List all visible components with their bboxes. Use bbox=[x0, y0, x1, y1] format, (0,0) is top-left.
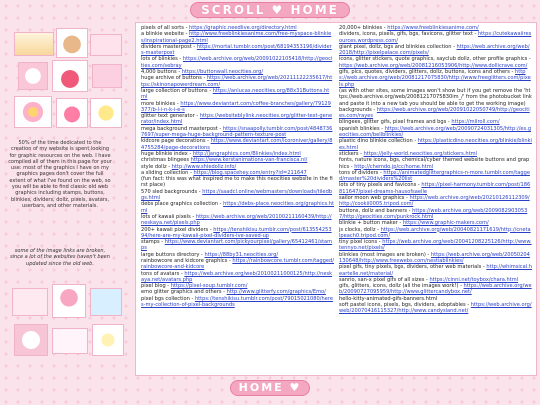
resource-link[interactable]: https://mortal.tumblr.com/post/68194353196/dividers-masterpost bbox=[141, 43, 332, 57]
candy-sticker-image bbox=[90, 288, 122, 316]
resource-label: emo glitter graphics and others - bbox=[141, 289, 227, 296]
resource-link[interactable]: https://saadcl.online/webmasters/downloads/tiledbgs.html bbox=[141, 188, 333, 202]
resource-link[interactable]: https://pixel-harmony.tumblr.com/post/186811647/pixel-dreams-hausofsaelle bbox=[339, 182, 531, 195]
resource-link[interactable]: https://rainbowcore.tumblr.com/tagged/rainbowcore-and-kidcore bbox=[141, 257, 334, 271]
resource-link[interactable]: https://jelly-world.neocities.org/stickers.html bbox=[363, 150, 477, 157]
kitty-sticker-image bbox=[14, 324, 48, 356]
resource-entry bbox=[141, 75, 334, 88]
home-link[interactable]: HOME ♥ bbox=[230, 380, 311, 396]
resource-label: christmas blingees bbox=[141, 157, 191, 164]
resource-label: spanish blinkies - bbox=[339, 125, 385, 132]
resource-label: lots of blinkies - bbox=[141, 56, 183, 63]
resource-link[interactable]: http://www.freeblinkiesanime.com/free-myspace-blinkies/inspirational-page2.html bbox=[141, 31, 332, 44]
cupcake-sticker-image bbox=[52, 284, 86, 318]
resource-link[interactable]: https://milroll.com/ bbox=[451, 119, 500, 126]
resource-link[interactable]: https://web.archive.org/web/20100211160439/http://neskaya.net/pixels.php bbox=[141, 213, 332, 227]
resource-link[interactable]: https://web.archive.org/web/20211122235617/https://skinonapowerdream.com/ bbox=[141, 75, 333, 88]
resource-label: 20,000+ blinkies - bbox=[339, 25, 388, 31]
dedication-text: 50% of the time dedicated to the creation of my website is spent looking for graphic resources on the web. I have compiled all of them in this page for your use: most of the graphics I have on my graphics pages don't cover the full extent of what I've found on the web, so you will be able to find classic old web graphics including stamps, buttons, blinkies, dividers, dollz, pixels, avatars, userbars, and other materials. bbox=[8, 140, 112, 209]
resource-label: rainbowcore and kidcore graphics - bbox=[141, 257, 233, 264]
resource-label: gifs, pics, quotes, dividers, glitters, dollz, buttons, icons and others - bbox=[339, 69, 516, 76]
resource-entry bbox=[141, 101, 334, 114]
resource-entry bbox=[141, 201, 334, 214]
banner-title[interactable]: SCROLL ♥ HOME bbox=[190, 2, 350, 18]
resource-entry bbox=[141, 88, 334, 101]
resource-link[interactable]: http://www.glitterfy.com/graphics/Emo/ bbox=[226, 289, 326, 296]
star-sticker-image bbox=[90, 98, 122, 128]
resource-label: plastic dino blinkie collection - bbox=[339, 138, 418, 145]
resource-link[interactable]: https://web.archive.org/web/20090829030537/http://geocities.com/punkrock.html bbox=[339, 207, 528, 220]
left-link-column bbox=[141, 25, 334, 308]
sidebar bbox=[0, 22, 133, 374]
resource-entry bbox=[141, 176, 334, 189]
resource-label: buttons, dollz and banners - bbox=[339, 207, 413, 214]
resource-label: large collection of buttons - bbox=[141, 87, 213, 94]
resource-entry bbox=[339, 283, 532, 296]
resource-entry bbox=[339, 252, 532, 265]
resource-entry bbox=[141, 31, 334, 44]
resource-label: tons of avatars - bbox=[141, 270, 185, 277]
resource-label: large buttons directory - bbox=[141, 251, 205, 258]
resource-label: fonts, nature icons, bgs, chemical/cyber themed website buttons and graphics - bbox=[339, 157, 530, 170]
resource-link[interactable]: https://animatedglittergraphics-n-more.tumblr.com/tagged/master%20dividers%20list bbox=[339, 169, 530, 183]
resource-entry bbox=[339, 88, 532, 107]
resource-label: js clocks, dollz - bbox=[339, 226, 381, 233]
resource-label: soft pastel icons, pixels, bgs, dividers, adoptables - bbox=[339, 302, 471, 309]
resource-link[interactable]: https://www.deviantart.com/coffee-branches/gallery/79129377/b-l-i-n-k-i-e-s bbox=[141, 100, 331, 113]
resource-link[interactable]: https://blog.spacehey.com/entry?id=211647 bbox=[193, 169, 307, 176]
resource-link[interactable]: https://tenshikisu.tumblr.com/post/79015021080/heres-my-collection-of-pixel-backgrounds bbox=[141, 295, 333, 309]
cake-sticker-image bbox=[14, 32, 54, 56]
resource-link[interactable]: https://pixel-soup.tumblr.com/ bbox=[170, 283, 248, 290]
resource-label: dividers masterpost - bbox=[141, 43, 197, 50]
resource-link[interactable]: https://web.archive.org/web/20091022050749/http://geocities.com/rayes bbox=[339, 106, 530, 120]
resource-label: huge archive of buttons - bbox=[141, 75, 207, 82]
resource-entry bbox=[141, 189, 334, 202]
resource-link[interactable]: https://web.archive.org/web/20040821171619/http://cnetalpeach0.tripod.com/ bbox=[339, 226, 531, 239]
resource-label: lots of kawaii pixels - bbox=[141, 213, 196, 220]
mini-frame-image bbox=[52, 328, 88, 354]
resource-entry bbox=[141, 138, 334, 151]
resource-label: huge blinkie index - bbox=[141, 150, 193, 157]
resource-entry bbox=[339, 170, 532, 183]
flower-sticker-image bbox=[14, 96, 52, 128]
resource-link[interactable]: https://debs-place.neocities.org/graphics.html bbox=[141, 201, 335, 214]
resource-entry bbox=[141, 296, 334, 309]
resource-label: gifs, glitters, icons, dollz (all the images work!) - bbox=[339, 283, 464, 290]
resource-link[interactable]: http://whimsical.heartelle.net/material/ bbox=[339, 264, 532, 277]
resource-entry bbox=[141, 227, 334, 240]
heart-sticker-image bbox=[56, 98, 88, 128]
resource-label: tons of dividers - bbox=[339, 169, 384, 176]
resource-label: 4,000 buttons - bbox=[141, 69, 182, 76]
resource-label: giant pixel, dollz, bgs and blinkies collection - bbox=[339, 43, 457, 50]
resource-entry bbox=[339, 264, 532, 277]
resource-link[interactable]: http://www.shiedollz.info/ bbox=[171, 163, 237, 170]
resource-label: stamps - bbox=[141, 239, 165, 246]
resource-entry bbox=[339, 69, 532, 88]
resource-label: style dollz - bbox=[141, 163, 172, 170]
resource-entry bbox=[141, 126, 334, 139]
resource-entry bbox=[339, 182, 532, 195]
resource-link[interactable]: https://www.graphic-makers.com/ bbox=[402, 220, 489, 227]
footer bbox=[0, 378, 540, 398]
bunny-sticker-image bbox=[18, 62, 48, 90]
resource-entry bbox=[141, 271, 334, 284]
resource-label: stickers - bbox=[339, 150, 364, 157]
resource-entry bbox=[339, 208, 532, 221]
resource-link[interactable]: http://jangraphics.com/Blinkies/index.html bbox=[192, 150, 301, 157]
resource-entry bbox=[141, 56, 334, 69]
resource-link[interactable]: https://web.archive.org/web/20070416115327/http://www.candysland.net/ bbox=[339, 302, 532, 315]
resource-link[interactable]: https://tenshikisu.tumblr.com/post/61355425394/here-are-my-kawaii-pixel-dividers-ive-saved-up bbox=[141, 226, 332, 239]
resource-link[interactable]: https://web.archive.org/web/20210126112309/http://cookii0005.tripod.com/ bbox=[339, 195, 530, 208]
resource-entry bbox=[141, 113, 334, 126]
resource-entry bbox=[339, 195, 532, 208]
resource-entry bbox=[141, 44, 334, 57]
resource-link[interactable]: https://www.deviantart.com/icoroniver/gallery/84755284/page-decorations bbox=[141, 138, 333, 151]
resource-label: hello-kitty-animated-gifs-banners.html bbox=[339, 295, 438, 302]
resource-label: (as with other sites, some images won't show but if you get remove the 'https://web.archive.org/web/20081217075830im_/' from the photobucket link and paste it into a new tab you should be able to get the working image) bbox=[339, 87, 532, 107]
resource-entry bbox=[339, 107, 532, 120]
resource-link[interactable]: https://snaapolly.tumblr.com/post/48487367697/super-mega-huge-background-pattern-texture-post bbox=[141, 125, 333, 139]
resource-link[interactable]: https://websiteblylink.neocities.org/glitter-text-generator/index.html bbox=[141, 113, 333, 126]
resource-label: pixel bgs collection - bbox=[141, 295, 195, 302]
resource-label: blingees, glitter gifs, pixel frames and bgs - bbox=[339, 119, 452, 126]
resource-link[interactable]: https://web.archive.org/web/20081216053906/http://www.dollicrave.com/ bbox=[339, 62, 528, 69]
resource-label: (fun fact: this was what inspired me to make this neocities website in the first place) bbox=[141, 176, 333, 189]
resource-entry bbox=[339, 302, 532, 315]
resource-link[interactable]: https://www.kerstanimations-van-francisca.nl/ bbox=[190, 157, 308, 164]
resource-entry bbox=[339, 227, 532, 240]
ribbon-sticker-image bbox=[92, 64, 122, 88]
resource-label: sailor moon web graphics - bbox=[339, 195, 410, 202]
resource-entry bbox=[339, 44, 532, 57]
resource-label: a sliding collection - bbox=[141, 169, 194, 176]
resource-entry bbox=[339, 138, 532, 151]
sparkle-sticker-image bbox=[92, 324, 124, 356]
resource-entry bbox=[141, 239, 334, 252]
resource-label: pixel gifs, tiny pixels, bgs, dividers, other web materials - bbox=[339, 264, 487, 271]
resource-entry bbox=[339, 56, 532, 69]
resource-label: a blinkie website - bbox=[141, 31, 189, 38]
resource-label: backgrounds - bbox=[339, 106, 377, 113]
resource-label: more blinkies - bbox=[141, 100, 181, 107]
resource-link[interactable]: https://web.archive.org/web/20081217075830/http://www.freeglitters.com/pixels.php bbox=[339, 69, 531, 88]
resource-label: debs place graphics collection - bbox=[141, 201, 224, 208]
resource-link[interactable]: https://cinni.net/toybox/chara.html bbox=[429, 276, 519, 283]
frame-sticker-image bbox=[90, 34, 122, 56]
resource-label: glitter text generator - bbox=[141, 113, 200, 120]
resource-link[interactable]: http://chemdo.jp/cc/home.html bbox=[354, 163, 434, 170]
resource-link[interactable]: https://www.freeblinkiesanime.com/ bbox=[387, 25, 479, 31]
resource-link[interactable]: https://cutekawaiiresources.wordpress.com/ bbox=[339, 31, 532, 44]
resource-label: blinkie + button maker - bbox=[339, 220, 403, 227]
site-banner bbox=[0, 0, 540, 20]
resource-label: 200+ kawaii pixel dividers - bbox=[141, 226, 214, 233]
resource-link[interactable]: https://web.archive.org/web/2018/http://pixelpalace.com/pixels/ bbox=[339, 43, 530, 57]
resource-link[interactable]: https://web.archive.org/web/20041208225126/http://www.tennyo.net/pixels/ bbox=[339, 239, 532, 252]
resource-label: tiny pixel icons - bbox=[339, 239, 383, 246]
resource-link[interactable]: https://web.archive.org/web/20090727095959/http://www.glittercandybox.net/ bbox=[339, 283, 532, 296]
resource-link[interactable]: https://web.archive.org/web/20050204130648/http://www.freewebs.com/nestiablinkies/ bbox=[339, 251, 530, 264]
bear-sticker-image bbox=[56, 28, 88, 58]
resource-label: sanrio, san-x pixel gifs of all sizes - bbox=[339, 276, 430, 283]
resource-label: lots of tiny pixels and favicons - bbox=[339, 182, 422, 189]
resource-label: mega background masterpost - bbox=[141, 125, 223, 132]
resource-entry bbox=[339, 31, 532, 44]
resource-entry bbox=[339, 126, 532, 139]
resource-entry bbox=[141, 214, 334, 227]
resource-label: icons, glitter stickers, quote graphics, sayclub dollz, other profile graphics - bbox=[339, 56, 531, 63]
strawberry-sticker-image bbox=[52, 60, 88, 92]
resource-link[interactable]: https://web.archive.org/web/20100211000125/http://neskaya.net/avatars.php bbox=[141, 270, 333, 283]
resource-link[interactable]: https://www.deviantart.com/pickyourpixel/gallery/65412461/stamps bbox=[141, 239, 333, 252]
resource-label: pixel blog - bbox=[141, 283, 171, 290]
resource-entry bbox=[339, 239, 532, 252]
resource-entry bbox=[339, 157, 532, 170]
resource-label: 570 sled backgrounds - bbox=[141, 188, 203, 195]
resource-label: blinkies (most images are broken) - bbox=[339, 251, 431, 258]
resource-label: kidcore page decorations - bbox=[141, 138, 211, 145]
resource-link[interactable]: https://anlucas.neocities.org/88x31Buttons.html bbox=[141, 87, 330, 101]
resource-panel[interactable] bbox=[135, 22, 537, 376]
resource-link[interactable]: https://web.archive.org/web/20091022105418/http://geocities.com/sebray bbox=[141, 56, 333, 69]
resource-link[interactable]: https://graphic.needlive.org/directory.html bbox=[189, 25, 297, 31]
resource-label: dividers, icons, pixels, gifs, bgs, favicons, glitter text - bbox=[339, 31, 478, 38]
resource-link[interactable]: https://web.archive.org/web/20090724031305/http://es.geocities.com/bellblinkies/ bbox=[339, 125, 532, 139]
resource-link[interactable]: https://88by31.neocities.org/ bbox=[204, 251, 279, 258]
resource-label: pixels of all sorts - bbox=[141, 25, 190, 31]
resource-link[interactable]: https://buttonwall.neocities.org/ bbox=[181, 69, 264, 76]
right-link-column bbox=[339, 25, 532, 315]
pastel-sticker-image bbox=[12, 288, 48, 316]
broken-links-note: some of the image links are broken, since a lot of the websites haven't been updated since the old web. bbox=[10, 248, 110, 267]
resource-entry bbox=[141, 258, 334, 271]
resource-link[interactable]: https://plasticdino.neocities.org/blinkie/blinkies.html bbox=[339, 138, 532, 151]
